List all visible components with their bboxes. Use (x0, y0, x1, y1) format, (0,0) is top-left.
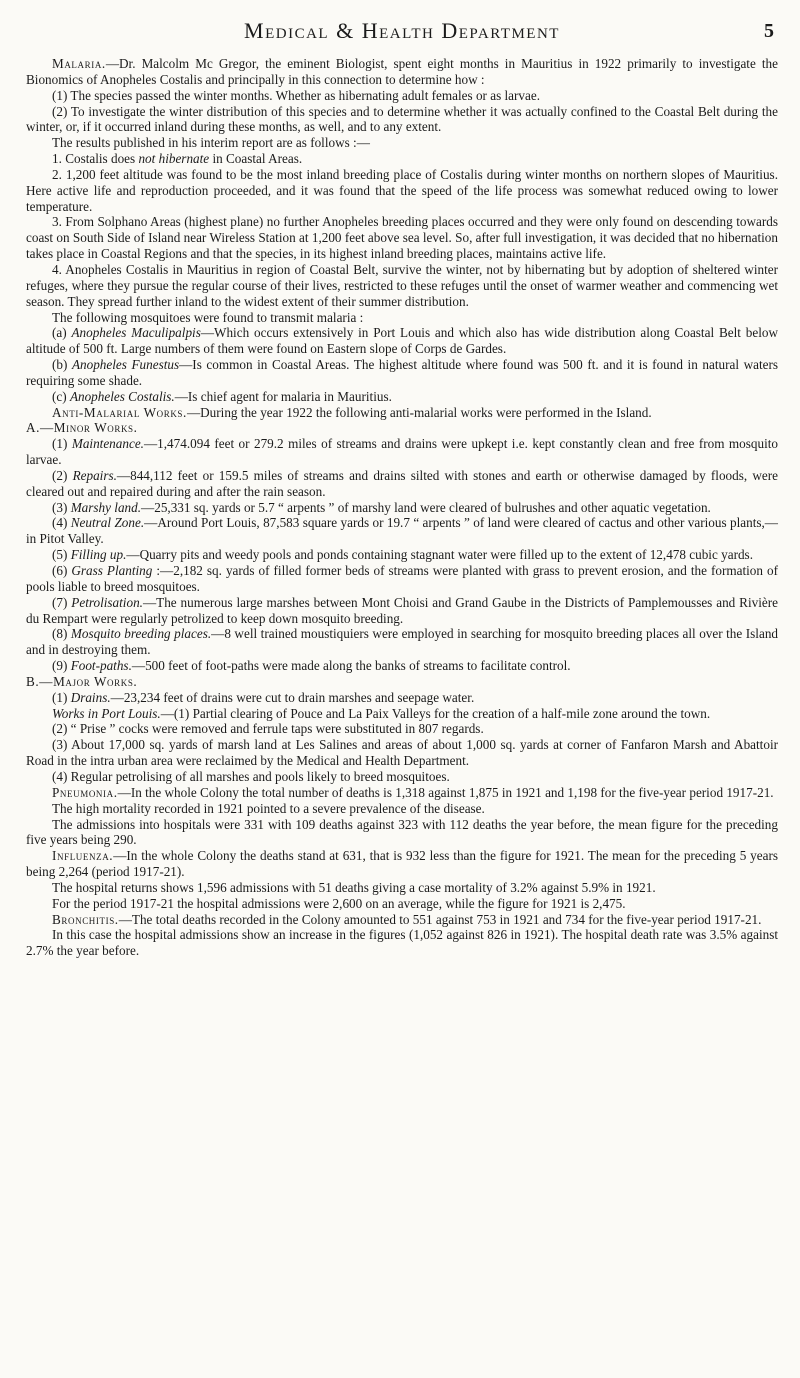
page-body (26, 56, 778, 959)
influenza-paragraph-2: The hospital returns shows 1,596 admissions with 51 deaths giving a case mortality of 3.2% against 5.9% in 1921. (52, 879, 656, 895)
pneumonia-paragraph: Pneumonia.—In the whole Colony the total number of deaths is 1,318 against 1,875 in 1921 and 1,198 for the five-year period 1917-21. (52, 784, 774, 800)
subheading-major-works: B.—Major Works. (26, 673, 138, 689)
mosquito-item-c: (c) Anopheles Costalis.—Is chief agent for malaria in Mauritius. (52, 388, 392, 404)
major-work-2: (2) “ Prise ” cocks were removed and ferrule taps were substituted in 807 regards. (52, 721, 484, 737)
influenza-paragraph-3: For the period 1917-21 the hospital admissions were 2,600 on an average, while the figure for 1921 is 2,475. (52, 895, 626, 911)
subheading-minor-works: A.—Minor Works. (26, 420, 138, 436)
malaria-result-1: 1. Costalis does not hibernate in Coastal Areas. (52, 151, 303, 167)
section-heading-bronchitis: Bronchitis. (52, 911, 119, 927)
mosquito-item-b: (b) Anopheles Funestus—Is common in Coastal Areas. The highest altitude where found was 500 ft. and it is found in natural waters requiring some shade. (26, 357, 778, 388)
bronchitis-paragraph-2: In this case the hospital admissions show an increase in the figures (1,052 against 826 in 1921). The hospital death rate was 3.5% against 2.7% the year before. (26, 927, 778, 959)
malaria-result-3: 3. From Solphano Areas (highest plane) no further Anopheles breeding places occurred and they were only found on descending towards coast on South Side of Island near Wireless Station at 1,200 feet above sea level. So, after full investigation, it was decided that no hibernation takes place in Coastal Regions and that the species, in its highest inland breeding places, maintains active life. (26, 214, 778, 262)
section-heading-pneumonia: Pneumonia. (52, 784, 118, 800)
minor-work-9: (9) Foot-paths.—500 feet of foot-paths were made along the banks of streams to facilitate control. (52, 658, 571, 674)
pneumonia-paragraph-2: The high mortality recorded in 1921 pointed to a severe prevalence of the disease. (52, 800, 485, 816)
page-header-title: Medical & Health Department (244, 18, 560, 43)
minor-work-3: (3) Marshy land.—25,331 sq. yards or 5.7 “ arpents ” of marshy land were cleared of bulrushes and other aquatic vegetation. (52, 499, 711, 515)
minor-work-8: (8) Mosquito breeding places.—8 well trained moustiquiers were employed in searching for mosquito breeding places all over the Island and in destroying them. (26, 626, 779, 658)
major-works-port-louis: Works in Port Louis.—(1) Partial clearing of Pouce and La Paix Valleys for the creation of a half-mile zone around the town. (52, 705, 711, 721)
page-number: 5 (764, 20, 774, 42)
anti-malarial-intro: Anti-Malarial Works.—During the year 1922 the following anti-malarial works were performed in the Island. (52, 404, 652, 420)
malaria-results-intro: The results published in his interim report are as follows :— (52, 135, 370, 151)
section-heading-malaria: Malaria. (52, 56, 106, 71)
running-header (26, 18, 778, 48)
malaria-result-4: 4. Anopheles Costalis in Mauritius in region of Coastal Belt, survive the winter, not by hibernating but by adoption of sheltered winter refuges, where they pursue the regular course of their lives, restricted to these refuges until the onset of warmer weather and commencing wet season. They spread further inland to the widest extent of their summer distribution. (26, 261, 778, 309)
minor-work-6: (6) Grass Planting :—2,182 sq. yards of filled former beds of streams were planted with grass to prevent erosion, and the formation of pools liable to breed mosquitoes. (26, 563, 778, 594)
minor-work-5: (5) Filling up.—Quarry pits and weedy pools and ponds containing stagnant water were filled up to the extent of 12,478 cubic yards. (52, 547, 753, 563)
major-work-4: (4) Regular petrolising of all marshes and pools likely to breed mosquitoes. (52, 768, 450, 784)
mosquito-list-intro: The following mosquitoes were found to transmit malaria : (52, 309, 364, 325)
minor-work-4: (4) Neutral Zone.—Around Port Louis, 87,583 square yards or 19.7 “ arpents ” of land were cleared of cactus and other various plants,—in Pitot Valley. (26, 515, 778, 547)
malaria-intro: Malaria.—Dr. Malcolm Mc Gregor, the eminent Biologist, spent eight months in Mauritius in 1922 primarily to investigate the Bionomics of Anopheles Costalis and principally in this connection to determine how : (26, 56, 778, 87)
malaria-aim-1: (1) The species passed the winter months. Whether as hibernating adult females or as larvae. (52, 87, 541, 103)
section-heading-anti-malarial: Anti-Malarial Works. (52, 404, 187, 420)
section-heading-influenza: Influenza. (52, 848, 114, 864)
pneumonia-paragraph-3: The admissions into hospitals were 331 with 109 deaths against 323 with 112 deaths the year before, the mean figure for the preceding five years being 290. (26, 816, 778, 848)
bronchitis-paragraph: Bronchitis.—The total deaths recorded in the Colony amounted to 551 against 753 in 1921 and 734 for the five-year period 1917-21. (52, 911, 762, 927)
minor-work-7: (7) Petrolisation.—The numerous large marshes between Mont Choisi and Grand Gaube in the Districts of Pamplemousses and Rivière du Rempart were regularly petrolized to keep down mosquito breeding. (26, 594, 778, 626)
major-work-3: (3) About 17,000 sq. yards of marsh land at Les Salines and areas of about 1,000 sq. yards at corner of Fanfaron Marsh and Abattoir Road in the intra urban area were reclaimed by the Medical and Health Department. (26, 737, 778, 769)
malaria-aim-2: (2) To investigate the winter distribution of this species and to determine whether it was actually confined to the Coastal Belt during the winter, or, if it occurred inland during these months, as well, and to any extent. (26, 103, 778, 135)
minor-work-1: (1) Maintenance.—1,474.094 feet or 279.2 miles of streams and drains were upkept i.e. kept constantly clean and free from mosquito larvae. (26, 436, 778, 468)
influenza-paragraph: Influenza.—In the whole Colony the deaths stand at 631, that is 932 less than the figure for 1921. The mean for the preceding 5 years being 2,264 (period 1917-21). (26, 848, 778, 880)
mosquito-item-a: (a) Anopheles Maculipalpis—Which occurs extensively in Port Louis and which also has wide distribution along Coastal Belt below altitude of 500 ft. Large numbers of them were found on Eastern slope of Corps de Gardes. (26, 325, 778, 357)
malaria-result-2: 2. 1,200 feet altitude was found to be the most inland breeding place of Costalis during winter months on northern slopes of Mauritius. Here active life and reproduction proceeded, and it was found that the speed of the life process was somewhat reduced owing to lower temperature. (26, 166, 778, 214)
minor-work-2: (2) Repairs.—844,112 feet or 159.5 miles of streams and drains silted with stones and earth or otherwise damaged by floods, were cleared out and repaired during and after the rain season. (26, 467, 778, 499)
major-work-1: (1) Drains.—23,234 feet of drains were cut to drain marshes and seepage water. (52, 689, 475, 705)
